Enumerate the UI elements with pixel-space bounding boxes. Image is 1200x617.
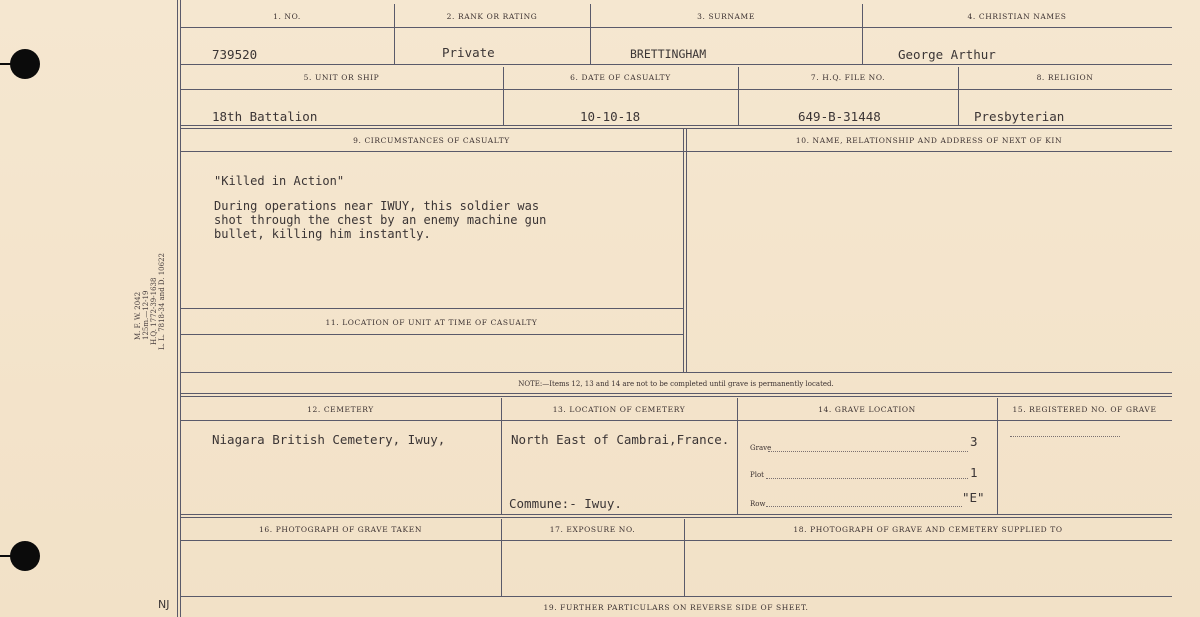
surname-value: BRETTINGHAM [630,47,707,61]
header-file-no: 7. H.Q. FILE NO. [810,73,886,82]
unit-value: 18th Battalion [212,109,318,124]
form-code-1: M. F. W. 2042 [134,291,142,340]
header-surname: 3. SURNAME [697,12,755,21]
header-location-of-unit: 11. LOCATION OF UNIT AT TIME OF CASUALTY [325,318,538,327]
cemetery-location-value: North East of Cambrai,France. [511,432,730,447]
header-religion: 8. RELIGION [1036,73,1094,82]
header-grave-location: 14. GRAVE LOCATION [818,405,916,414]
plot-label: Plot [750,471,764,479]
row-value: "E" [962,490,985,505]
cemetery-value: Niagara British Cemetery, Iwuy, [212,432,446,447]
form-code-3: H.Q. 1772-39-1638 [150,277,158,345]
header-next-of-kin: 10. NAME, RELATIONSHIP AND ADDRESS OF NEXT OF KIN [795,136,1063,145]
header-exposure-no: 17. EXPOSURE NO. [549,525,636,534]
header-location-of-cemetery: 13. LOCATION OF CEMETERY [552,405,686,414]
rank-value: Private [442,45,495,60]
punch-hole-top [10,49,40,79]
header-photograph-supplied: 18. PHOTOGRAPH OF GRAVE AND CEMETERY SUPPLIED TO [793,525,1063,534]
commune-value: Commune:- Iwuy. [509,496,622,511]
note-text: NOTE:—Items 12, 13 and 14 are not to be completed until grave is permanently located. [518,380,834,388]
grave-value: 3 [970,434,978,449]
circumstance-title: "Killed in Action" [214,174,345,188]
header-registered-no: 15. REGISTERED NO. OF GRAVE [1012,405,1157,414]
file-no-value: 649-B-31448 [798,109,881,124]
header-date: 6. DATE OF CASUALTY [570,73,671,82]
header-circumstances: 9. CIRCUMSTANCES OF CASUALTY [353,136,510,145]
header-rank: 2. RANK OR RATING [446,12,538,21]
service-number: 739520 [212,47,258,62]
header-unit: 5. UNIT OR SHIP [303,73,380,82]
form-code-2: 125m.—12-19 [142,290,150,340]
plot-value: 1 [970,465,978,480]
christian-names-value: George Arthur [898,47,996,62]
header-cemetery: 12. CEMETERY [307,405,374,414]
header-christian-names: 4. CHRISTIAN NAMES [967,12,1067,21]
initials: NJ [158,598,170,611]
circumstance-text: During operations near IWUY, this soldier was shot through the chest by an enemy machine gun bullet, killing him instantly. [214,199,547,241]
grave-label: Grave [750,444,772,452]
punch-hole-bottom [10,541,40,571]
row-label: Row [750,500,766,508]
header-number: 1. NO. [273,12,301,21]
religion-value: Presbyterian [974,109,1065,124]
date-value: 10-10-18 [580,109,641,124]
header-further-particulars: 19. FURTHER PARTICULARS ON REVERSE SIDE OF SHEET. [543,603,809,612]
header-photograph-taken: 16. PHOTOGRAPH OF GRAVE TAKEN [259,525,422,534]
form-code-4: L. L. 7818-34 and D. 10622 [158,253,166,350]
